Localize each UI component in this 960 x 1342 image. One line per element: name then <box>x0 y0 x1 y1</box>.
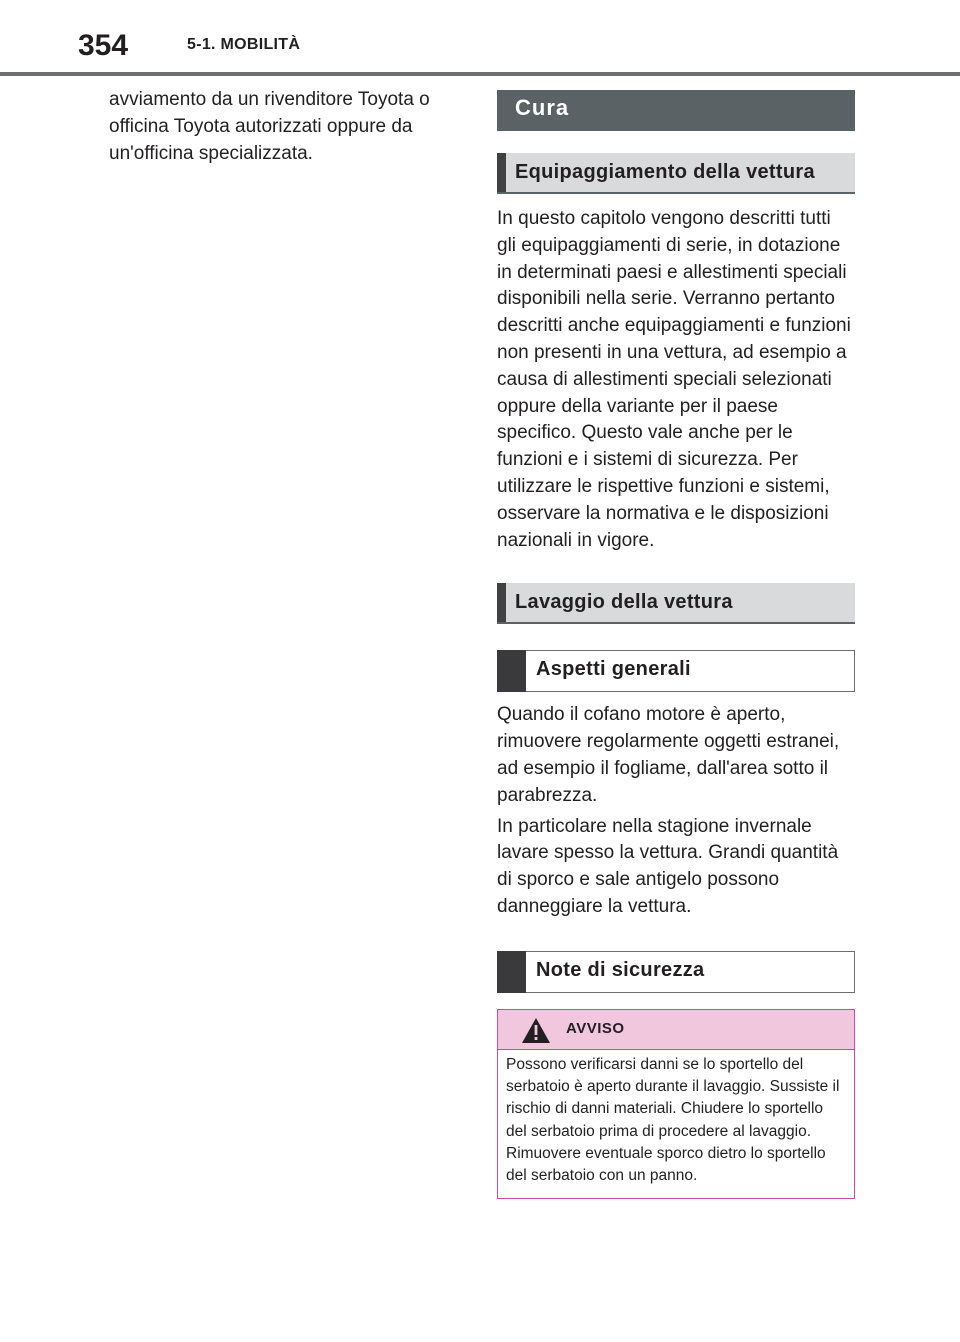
washing-paragraph-1: Quando il cofano motore è aperto, rimuovere regolarmente oggetti estranei, ad esempio il fogliame, dall'area sotto il parabrezza. <box>497 704 840 806</box>
washing-paragraph-2: In particolare nella stagione invernale lavare spesso la vettura. Grandi quantità di sporco e sale antigelo possono danneggiare la vettura. <box>497 815 839 917</box>
general-aspects-heading: Aspetti generali <box>497 650 855 692</box>
warning-label: AVVISO <box>566 1019 625 1037</box>
header-rule <box>0 72 960 76</box>
left-column <box>109 86 454 167</box>
continuation-paragraph: avviamento da un rivenditore Toyota o officina Toyota autorizzati oppure da un'officina specializzata. <box>109 89 430 164</box>
right-column <box>497 90 855 1199</box>
equipment-paragraph: In questo capitolo vengono descritti tutti gli equipaggiamenti di serie, in dotazione in determinati paesi e allestimenti speciali disponibili nella serie. Verranno pertanto descritti anche equipaggiamenti e funzioni non presenti in una vettura, ad esempio a causa di allestimenti speciali selezionati oppure della variante per il paese specifico. Questo vale anche per le funzioni e i sistemi di sicurezza. Per utilizzare le rispettive funzioni e sistemi, osservare la normativa e le disposizioni nazionali in vigore. <box>497 208 851 551</box>
page-number: 354 <box>78 29 129 62</box>
warning-triangle-icon <box>521 1017 551 1044</box>
washing-heading: Lavaggio della vettura <box>497 583 855 624</box>
chapter-title-bar: Cura <box>497 90 855 131</box>
warning-box <box>497 1009 855 1199</box>
safety-notes-heading: Note di sicurezza <box>497 951 855 993</box>
warning-header <box>498 1010 854 1050</box>
section-label: 5-1. MOBILITÀ <box>187 36 301 53</box>
warning-text: Possono verificarsi danni se lo sportello del serbatoio è aperto durante il lavaggio. Sussiste il rischio di danni materiali. Chiudere lo sportello del serbatoio prima di procedere al lavaggio. Rimuovere eventuale sporco dietro lo sportello del serbatoio con un panno. <box>506 1055 840 1185</box>
equipment-heading: Equipaggiamento della vettura <box>497 153 855 194</box>
